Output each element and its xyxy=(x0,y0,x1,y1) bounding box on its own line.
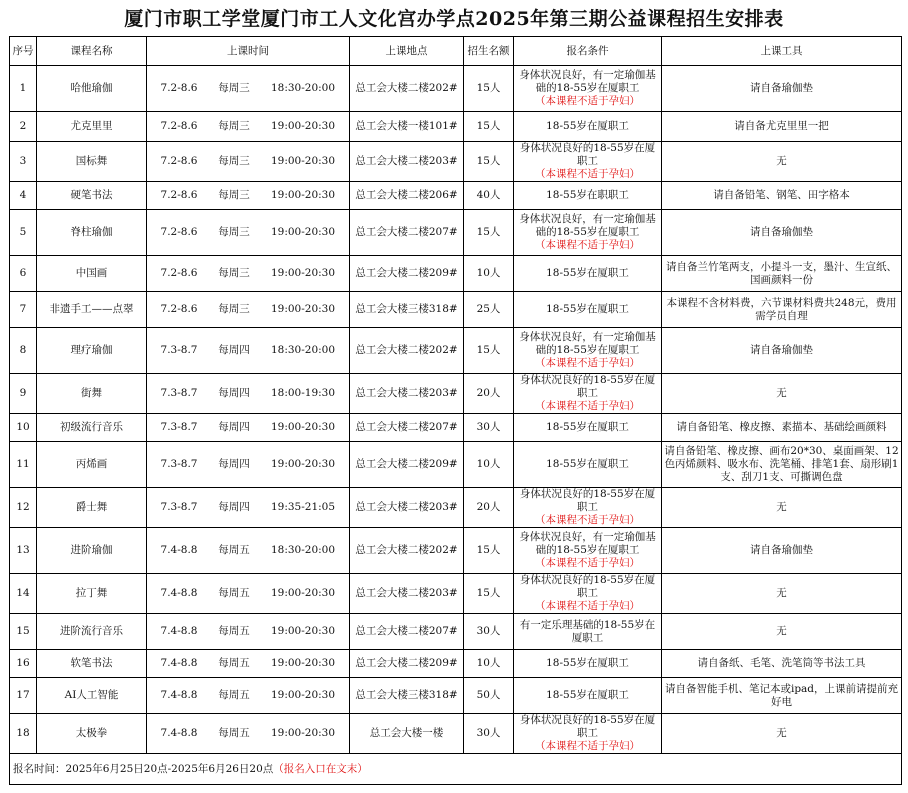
hours: 19:00-20:30 xyxy=(270,120,336,132)
quota: 15人 xyxy=(464,574,514,614)
hours: 19:00-20:30 xyxy=(270,421,336,433)
hours: 19:00-20:30 xyxy=(270,689,336,701)
pregnancy-note: （本课程不适于孕妇） xyxy=(535,95,640,107)
pregnancy-note: （本课程不适于孕妇） xyxy=(535,239,640,251)
tools: 请自备铅笔、橡皮擦、素描本、基础绘画颜料 xyxy=(662,414,902,442)
location: 总工会大楼一楼101# xyxy=(350,112,464,142)
weekday: 每周五 xyxy=(218,689,250,701)
weekday: 每周四 xyxy=(218,458,250,470)
course-name: 丙烯画 xyxy=(37,442,147,488)
date-range: 7.3-8.7 xyxy=(160,458,198,470)
location: 总工会大楼二楼209# xyxy=(350,442,464,488)
course-name: AI人工智能 xyxy=(37,678,147,714)
course-name: 尤克里里 xyxy=(37,112,147,142)
course-name: 街舞 xyxy=(37,374,147,414)
location: 总工会大楼二楼209# xyxy=(350,650,464,678)
requirement-text: 18-55岁在职职工 xyxy=(546,189,629,201)
row-seq: 6 xyxy=(10,256,37,292)
header-requirements: 报名条件 xyxy=(514,37,662,66)
header-course-name: 课程名称 xyxy=(37,37,147,66)
date-range: 7.3-8.7 xyxy=(160,344,198,356)
requirement-text: 身体状况良好，有一定瑜伽基础的18-55岁在厦职工 xyxy=(519,213,656,238)
weekday: 每周五 xyxy=(218,657,250,669)
course-name: 哈他瑜伽 xyxy=(37,66,147,112)
hours: 19:00-20:30 xyxy=(270,226,336,238)
date-range: 7.3-8.7 xyxy=(160,501,198,513)
quota: 40人 xyxy=(464,182,514,210)
hours: 19:35-21:05 xyxy=(270,501,336,513)
requirements xyxy=(514,112,662,142)
weekday: 每周三 xyxy=(218,303,250,315)
class-time xyxy=(147,574,350,614)
weekday: 每周三 xyxy=(218,267,250,279)
date-range: 7.4-8.8 xyxy=(160,657,198,669)
requirements xyxy=(514,256,662,292)
page-title: 厦门市职工学堂厦门市工人文化宫办学点2025年第三期公益课程招生安排表 xyxy=(124,8,784,30)
course-name: 进阶流行音乐 xyxy=(37,614,147,650)
schedule-table xyxy=(9,36,902,785)
requirements xyxy=(514,142,662,182)
pregnancy-note: （本课程不适于孕妇） xyxy=(535,514,640,526)
weekday: 每周五 xyxy=(218,625,250,637)
tools: 请自备瑜伽垫 xyxy=(662,210,902,256)
course-name: 理疗瑜伽 xyxy=(37,328,147,374)
registration-entry-note: （报名入口在文末） xyxy=(273,762,368,775)
pregnancy-note: （本课程不适于孕妇） xyxy=(535,557,640,569)
date-range: 7.2-8.6 xyxy=(160,267,198,279)
quota: 25人 xyxy=(464,292,514,328)
requirement-text: 18-55岁在厦职工 xyxy=(546,421,629,433)
tools: 请自备兰竹笔两支，小提斗一支，墨汁、生宣纸、国画颜料一份 xyxy=(662,256,902,292)
row-seq: 18 xyxy=(10,714,37,754)
location: 总工会大楼二楼209# xyxy=(350,256,464,292)
location: 总工会大楼二楼202# xyxy=(350,528,464,574)
quota: 20人 xyxy=(464,488,514,528)
course-name: 进阶瑜伽 xyxy=(37,528,147,574)
course-name: 太极拳 xyxy=(37,714,147,754)
table-row xyxy=(10,650,902,678)
table-row xyxy=(10,256,902,292)
course-name: 硬笔书法 xyxy=(37,182,147,210)
class-time xyxy=(147,714,350,754)
weekday: 每周五 xyxy=(218,727,250,739)
table-row xyxy=(10,66,902,112)
tools: 无 xyxy=(662,488,902,528)
requirements xyxy=(514,414,662,442)
row-seq: 10 xyxy=(10,414,37,442)
table-row xyxy=(10,714,902,754)
date-range: 7.2-8.6 xyxy=(160,226,198,238)
header-tools: 上课工具 xyxy=(662,37,902,66)
row-seq: 9 xyxy=(10,374,37,414)
weekday: 每周三 xyxy=(218,226,250,238)
course-name: 初级流行音乐 xyxy=(37,414,147,442)
class-time xyxy=(147,182,350,210)
date-range: 7.2-8.6 xyxy=(160,120,198,132)
location: 总工会大楼二楼203# xyxy=(350,374,464,414)
location: 总工会大楼二楼207# xyxy=(350,210,464,256)
requirement-text: 身体状况良好的18-55岁在厦职工 xyxy=(519,714,656,739)
tools: 无 xyxy=(662,714,902,754)
hours: 19:00-20:30 xyxy=(270,657,336,669)
table-row xyxy=(10,142,902,182)
requirements xyxy=(514,442,662,488)
row-seq: 3 xyxy=(10,142,37,182)
location: 总工会大楼三楼318# xyxy=(350,292,464,328)
row-seq: 16 xyxy=(10,650,37,678)
requirement-text: 18-55岁在厦职工 xyxy=(546,689,629,701)
table-row xyxy=(10,614,902,650)
weekday: 每周五 xyxy=(218,544,250,556)
row-seq: 14 xyxy=(10,574,37,614)
hours: 19:00-20:30 xyxy=(270,727,336,739)
row-seq: 12 xyxy=(10,488,37,528)
requirements xyxy=(514,714,662,754)
weekday: 每周四 xyxy=(218,501,250,513)
registration-footer xyxy=(10,754,902,785)
date-range: 7.3-8.7 xyxy=(160,387,198,399)
tools: 无 xyxy=(662,374,902,414)
hours: 19:00-20:30 xyxy=(270,625,336,637)
pregnancy-note: （本课程不适于孕妇） xyxy=(535,168,640,180)
registration-time: 报名时间：2025年6月25日20点-2025年6月26日20点 xyxy=(13,762,274,775)
requirements xyxy=(514,66,662,112)
location: 总工会大楼二楼203# xyxy=(350,142,464,182)
class-time xyxy=(147,442,350,488)
table-row xyxy=(10,292,902,328)
quota: 30人 xyxy=(464,714,514,754)
tools: 请自备尤克里里一把 xyxy=(662,112,902,142)
table-row xyxy=(10,182,902,210)
weekday: 每周三 xyxy=(218,189,250,201)
quota: 15人 xyxy=(464,66,514,112)
row-seq: 5 xyxy=(10,210,37,256)
row-seq: 8 xyxy=(10,328,37,374)
weekday: 每周三 xyxy=(218,155,250,167)
class-time xyxy=(147,112,350,142)
table-row xyxy=(10,414,902,442)
header-location: 上课地点 xyxy=(350,37,464,66)
tools: 请自备瑜伽垫 xyxy=(662,528,902,574)
date-range: 7.2-8.6 xyxy=(160,82,198,94)
requirement-text: 有一定乐理基础的18-55岁在厦职工 xyxy=(519,618,656,644)
requirement-text: 身体状况良好，有一定瑜伽基础的18-55岁在厦职工 xyxy=(519,531,656,556)
class-time xyxy=(147,678,350,714)
table-row xyxy=(10,678,902,714)
requirement-text: 身体状况良好，有一定瑜伽基础的18-55岁在厦职工 xyxy=(519,69,656,94)
tools: 无 xyxy=(662,574,902,614)
pregnancy-note: （本课程不适于孕妇） xyxy=(535,400,640,412)
quota: 10人 xyxy=(464,256,514,292)
date-range: 7.4-8.8 xyxy=(160,587,198,599)
weekday: 每周四 xyxy=(218,387,250,399)
weekday: 每周四 xyxy=(218,344,250,356)
location: 总工会大楼二楼206# xyxy=(350,182,464,210)
date-range: 7.3-8.7 xyxy=(160,421,198,433)
row-seq: 7 xyxy=(10,292,37,328)
course-name: 国标舞 xyxy=(37,142,147,182)
course-name: 拉丁舞 xyxy=(37,574,147,614)
header-quota: 招生名额 xyxy=(464,37,514,66)
registration-footer-row xyxy=(10,754,902,785)
class-time xyxy=(147,292,350,328)
quota: 20人 xyxy=(464,374,514,414)
requirement-text: 18-55岁在厦职工 xyxy=(546,303,629,315)
requirement-text: 18-55岁在厦职工 xyxy=(546,120,629,132)
date-range: 7.4-8.8 xyxy=(160,689,198,701)
row-seq: 17 xyxy=(10,678,37,714)
class-time xyxy=(147,256,350,292)
weekday: 每周三 xyxy=(218,82,250,94)
quota: 15人 xyxy=(464,328,514,374)
quota: 50人 xyxy=(464,678,514,714)
hours: 19:00-20:30 xyxy=(270,189,336,201)
requirement-text: 身体状况良好，有一定瑜伽基础的18-55岁在厦职工 xyxy=(519,331,656,356)
pregnancy-note: （本课程不适于孕妇） xyxy=(535,740,640,752)
course-name: 脊柱瑜伽 xyxy=(37,210,147,256)
tools: 请自备纸、毛笔、洗笔筒等书法工具 xyxy=(662,650,902,678)
requirements xyxy=(514,210,662,256)
hours: 19:00-20:30 xyxy=(270,303,336,315)
location: 总工会大楼二楼207# xyxy=(350,414,464,442)
hours: 18:30-20:00 xyxy=(270,82,336,94)
date-range: 7.2-8.6 xyxy=(160,155,198,167)
date-range: 7.4-8.8 xyxy=(160,727,198,739)
requirements xyxy=(514,528,662,574)
row-seq: 2 xyxy=(10,112,37,142)
hours: 18:30-20:00 xyxy=(270,344,336,356)
header-seq: 序号 xyxy=(10,37,37,66)
class-time xyxy=(147,528,350,574)
hours: 19:00-20:30 xyxy=(270,267,336,279)
class-time xyxy=(147,650,350,678)
course-name: 爵士舞 xyxy=(37,488,147,528)
class-time xyxy=(147,488,350,528)
weekday: 每周四 xyxy=(218,421,250,433)
requirements xyxy=(514,182,662,210)
location: 总工会大楼三楼318# xyxy=(350,678,464,714)
hours: 18:30-20:00 xyxy=(270,544,336,556)
date-range: 7.2-8.6 xyxy=(160,189,198,201)
tools: 请自备瑜伽垫 xyxy=(662,328,902,374)
quota: 15人 xyxy=(464,142,514,182)
table-row xyxy=(10,442,902,488)
weekday: 每周三 xyxy=(218,120,250,132)
class-time xyxy=(147,142,350,182)
quota: 30人 xyxy=(464,614,514,650)
requirement-text: 身体状况良好的18-55岁在厦职工 xyxy=(519,574,656,599)
table-row xyxy=(10,574,902,614)
quota: 30人 xyxy=(464,414,514,442)
date-range: 7.4-8.8 xyxy=(160,544,198,556)
class-time xyxy=(147,66,350,112)
requirement-text: 身体状况良好的18-55岁在厦职工 xyxy=(519,374,656,399)
table-row xyxy=(10,112,902,142)
header-class-time: 上课时间 xyxy=(147,37,350,66)
quota: 10人 xyxy=(464,442,514,488)
table-row xyxy=(10,328,902,374)
class-time xyxy=(147,414,350,442)
requirements xyxy=(514,614,662,650)
table-row xyxy=(10,374,902,414)
tools: 请自备智能手机、笔记本或ipad，上课前请提前充好电 xyxy=(662,678,902,714)
requirements xyxy=(514,374,662,414)
course-name: 中国画 xyxy=(37,256,147,292)
location: 总工会大楼二楼203# xyxy=(350,574,464,614)
requirements xyxy=(514,292,662,328)
location: 总工会大楼一楼 xyxy=(350,714,464,754)
tools: 无 xyxy=(662,614,902,650)
table-row xyxy=(10,528,902,574)
table-header-row xyxy=(10,37,902,66)
tools: 请自备瑜伽垫 xyxy=(662,66,902,112)
class-time xyxy=(147,210,350,256)
requirements xyxy=(514,574,662,614)
quota: 15人 xyxy=(464,210,514,256)
date-range: 7.4-8.8 xyxy=(160,625,198,637)
row-seq: 1 xyxy=(10,66,37,112)
tools: 本课程不含材料费，六节课材料费共248元，费用需学员自理 xyxy=(662,292,902,328)
table-row xyxy=(10,210,902,256)
pregnancy-note: （本课程不适于孕妇） xyxy=(535,600,640,612)
weekday: 每周五 xyxy=(218,587,250,599)
row-seq: 11 xyxy=(10,442,37,488)
tools: 无 xyxy=(662,142,902,182)
location: 总工会大楼二楼207# xyxy=(350,614,464,650)
row-seq: 15 xyxy=(10,614,37,650)
hours: 19:00-20:30 xyxy=(270,587,336,599)
requirements xyxy=(514,678,662,714)
requirement-text: 身体状况良好的18-55岁在厦职工 xyxy=(519,488,656,513)
tools: 请自备铅笔、钢笔、田字格本 xyxy=(662,182,902,210)
requirement-text: 18-55岁在厦职工 xyxy=(546,458,629,470)
quota: 15人 xyxy=(464,112,514,142)
requirement-text: 身体状况良好的18-55岁在厦职工 xyxy=(519,142,656,167)
requirements xyxy=(514,328,662,374)
tools: 请自备铅笔、橡皮擦、画布20*30、桌面画架、12色丙烯颜料、吸水布、洗笔桶、排笔1套、扇形刷1支、刮刀1支、可撕调色盘 xyxy=(662,442,902,488)
course-name: 非遗手工——点翠 xyxy=(37,292,147,328)
requirements xyxy=(514,650,662,678)
row-seq: 13 xyxy=(10,528,37,574)
table-row xyxy=(10,488,902,528)
class-time xyxy=(147,328,350,374)
quota: 10人 xyxy=(464,650,514,678)
requirement-text: 18-55岁在厦职工 xyxy=(546,267,629,279)
quota: 15人 xyxy=(464,528,514,574)
location: 总工会大楼二楼202# xyxy=(350,328,464,374)
pregnancy-note: （本课程不适于孕妇） xyxy=(535,357,640,369)
requirement-text: 18-55岁在厦职工 xyxy=(546,657,629,669)
class-time xyxy=(147,374,350,414)
hours: 18:00-19:30 xyxy=(270,387,336,399)
location: 总工会大楼二楼203# xyxy=(350,488,464,528)
hours: 19:00-20:30 xyxy=(270,458,336,470)
location: 总工会大楼二楼202# xyxy=(350,66,464,112)
row-seq: 4 xyxy=(10,182,37,210)
hours: 19:00-20:30 xyxy=(270,155,336,167)
course-name: 软笔书法 xyxy=(37,650,147,678)
class-time xyxy=(147,614,350,650)
date-range: 7.2-8.6 xyxy=(160,303,198,315)
requirements xyxy=(514,488,662,528)
